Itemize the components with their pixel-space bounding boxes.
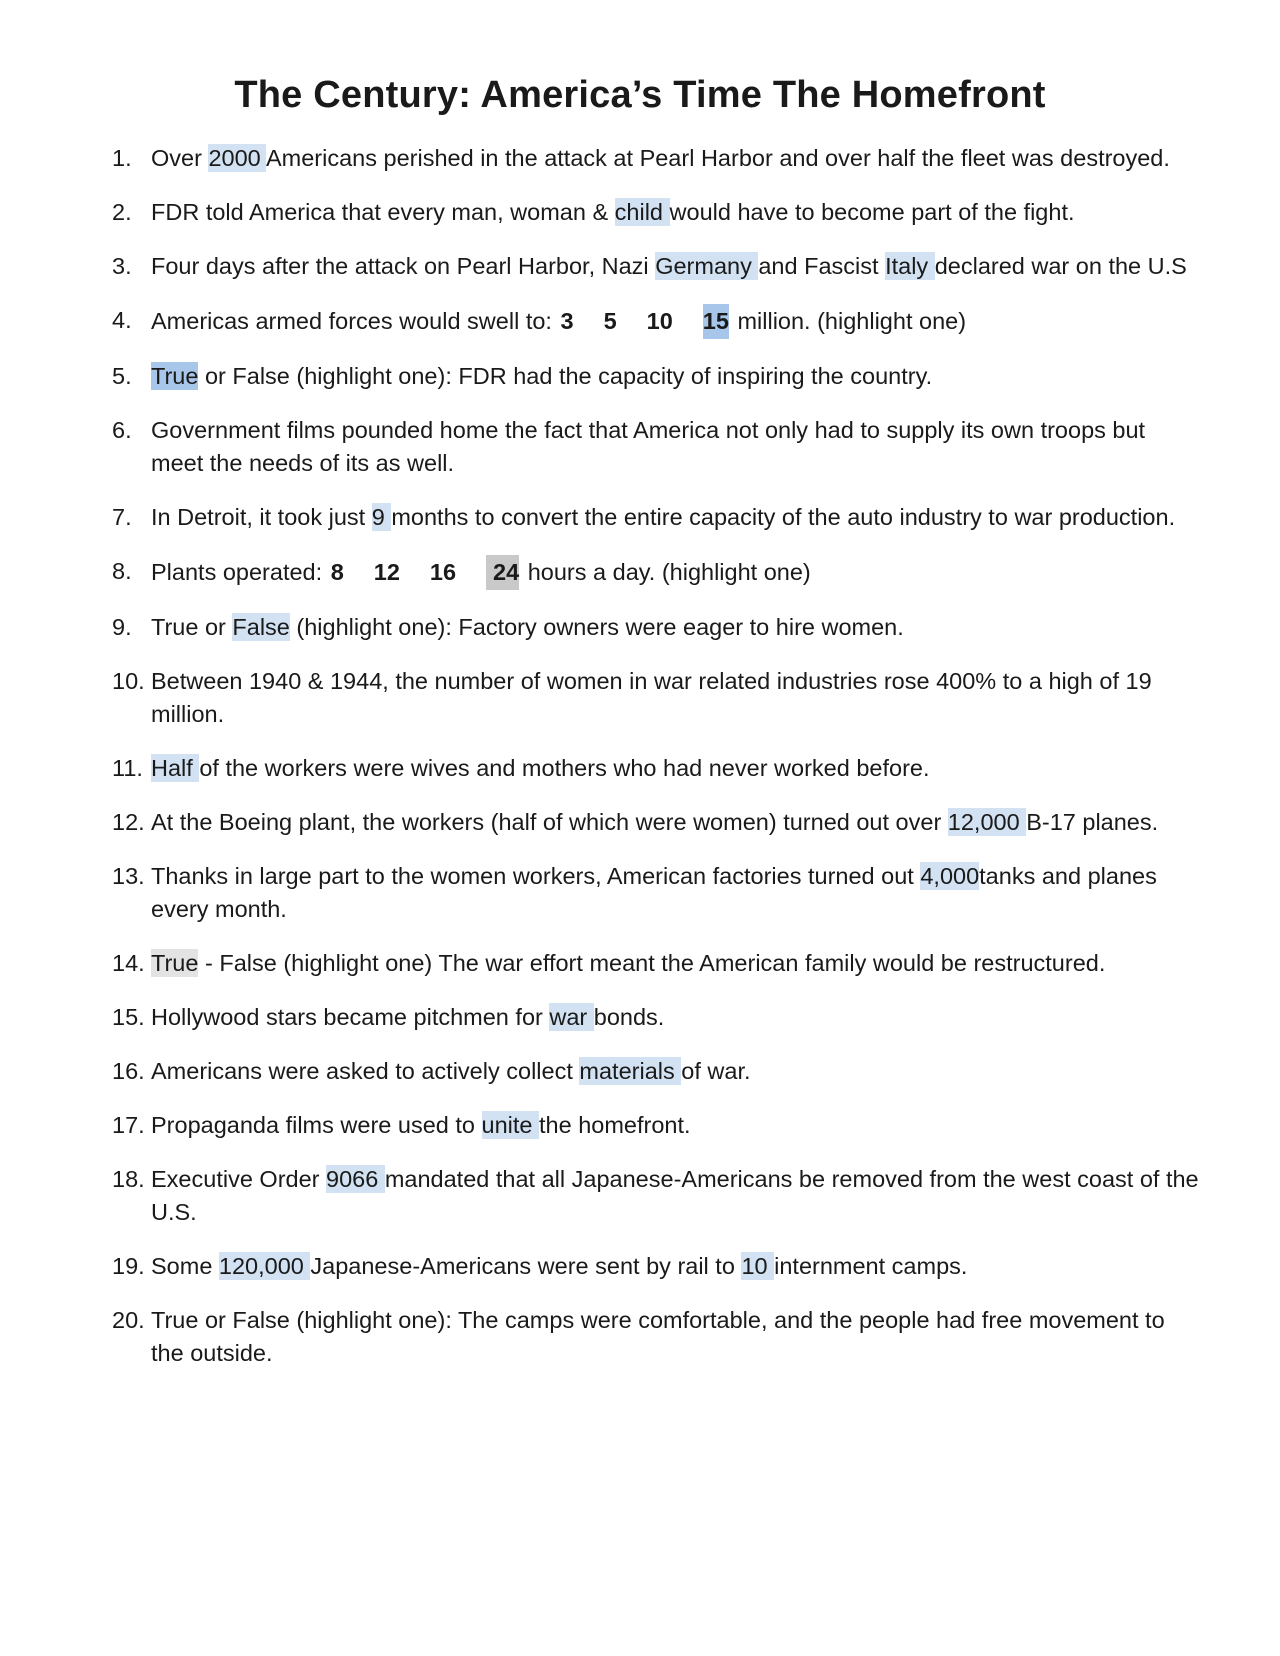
option-5: 5	[603, 308, 617, 334]
question-3	[112, 250, 1202, 283]
answer-highlight: 120,000	[218, 1253, 311, 1279]
question-text: would have to become part of the fight.	[669, 199, 1075, 225]
question-1	[112, 142, 1202, 175]
answer-highlight: 10	[741, 1253, 775, 1279]
question-number: 14.	[112, 950, 145, 976]
question-text: Americas armed forces would swell to:	[151, 308, 559, 334]
question-number: 9.	[112, 614, 132, 640]
question-text: B-17 planes.	[1026, 809, 1159, 835]
answer-highlight: 12,000	[947, 809, 1027, 835]
question-text: FDR told America that every man, woman &	[151, 199, 615, 225]
answer-highlight: Italy	[885, 253, 935, 279]
question-text: Propaganda films were used to	[151, 1112, 482, 1138]
question-number: 18.	[112, 1166, 145, 1192]
question-text: internment camps.	[774, 1253, 968, 1279]
answer-highlight: materials	[579, 1058, 682, 1084]
question-number: 20.	[112, 1307, 145, 1333]
question-text: declared war on the U.S	[934, 253, 1187, 279]
question-text: - False (highlight one) The war effort meant the American family would be restructured.	[198, 950, 1106, 976]
question-text: Government films pounded home the fact that America not only had to supply its own troops but meet the needs of its as well.	[151, 417, 1146, 476]
question-text: (highlight one): Factory owners were eager to hire women.	[289, 614, 904, 640]
question-13	[112, 860, 1202, 926]
option-24-selected: 24	[486, 555, 519, 590]
question-text: Plants operated:	[151, 559, 329, 585]
question-text: True or False (highlight one): The camps were comfortable, and the people had free movement to the outside.	[151, 1307, 1165, 1366]
question-text: Over	[151, 145, 209, 171]
question-20	[112, 1304, 1202, 1370]
option-10: 10	[646, 308, 673, 334]
question-text: of the workers were wives and mothers who had never worked before.	[199, 755, 930, 781]
option-8: 8	[330, 559, 344, 585]
question-9	[112, 611, 1202, 644]
option-16: 16	[429, 559, 457, 585]
question-number: 19.	[112, 1253, 145, 1279]
answer-highlight: True	[151, 950, 199, 976]
question-text: In Detroit, it took just	[151, 504, 372, 530]
answer-highlight: 4,000	[920, 863, 980, 889]
question-text: Thanks in large part to the women workers, American factories turned out	[151, 863, 921, 889]
question-8	[112, 555, 1202, 590]
question-number: 13.	[112, 863, 145, 889]
question-text: bonds.	[593, 1004, 665, 1030]
question-number: 4.	[112, 307, 132, 333]
question-19	[112, 1250, 1202, 1283]
answer-highlight: war	[549, 1004, 594, 1030]
question-text: hours a day. (highlight one)	[521, 559, 811, 585]
answer-highlight: child	[614, 199, 670, 225]
question-text: months to convert the entire capacity of the auto industry to war production.	[391, 504, 1176, 530]
question-text: Some	[151, 1253, 219, 1279]
question-12	[112, 806, 1202, 839]
answer-highlight: Half	[151, 755, 200, 781]
question-text: Four days after the attack on Pearl Harbor, Nazi	[151, 253, 656, 279]
answer-highlight: 9	[371, 504, 392, 530]
question-text: or False (highlight one): FDR had the capacity of inspiring the country.	[198, 363, 933, 389]
question-number: 15.	[112, 1004, 145, 1030]
question-18	[112, 1163, 1202, 1229]
page-title: The Century: America’s Time The Homefront	[234, 74, 1046, 116]
question-text: Americans perished in the attack at Pearl Harbor and over half the fleet was destroyed.	[265, 145, 1170, 171]
question-number: 2.	[112, 199, 132, 225]
question-text: Between 1940 & 1944, the number of women in war related industries rose 400% to a high of 19 million.	[151, 668, 1152, 727]
question-17	[112, 1109, 1202, 1142]
option-15-selected: 15	[703, 304, 729, 339]
answer-highlight: 2000	[208, 145, 266, 171]
question-16	[112, 1055, 1202, 1088]
question-text: million. (highlight one)	[730, 308, 967, 334]
question-15	[112, 1001, 1202, 1034]
option-3: 3	[560, 308, 574, 334]
question-5	[112, 360, 1202, 393]
question-number: 7.	[112, 504, 132, 530]
question-10	[112, 665, 1202, 731]
answer-highlight: unite	[481, 1112, 539, 1138]
question-text: of war.	[681, 1058, 751, 1084]
question-number: 6.	[112, 417, 132, 443]
question-text: tanks and planes every month.	[151, 863, 1157, 922]
question-text: Japanese-Americans were sent by rail to	[310, 1253, 742, 1279]
question-7	[112, 501, 1202, 534]
question-text: Executive Order	[151, 1166, 327, 1192]
question-number: 11.	[112, 755, 143, 781]
question-number: 10.	[112, 668, 145, 694]
answer-highlight: Germany	[655, 253, 759, 279]
question-text: At the Boeing plant, the workers (half of which were women) turned out over	[151, 809, 948, 835]
question-2	[112, 196, 1202, 229]
question-number: 8.	[112, 558, 132, 584]
question-text: True or	[151, 614, 233, 640]
question-number: 17.	[112, 1112, 145, 1138]
option-12: 12	[373, 559, 400, 585]
question-text: the homefront.	[539, 1112, 691, 1138]
question-number: 1.	[112, 145, 132, 171]
question-list	[112, 142, 1202, 1391]
question-text: Hollywood stars became pitchmen for	[151, 1004, 550, 1030]
question-number: 5.	[112, 363, 132, 389]
answer-highlight: 9066	[326, 1166, 385, 1192]
answer-highlight: True	[151, 363, 199, 389]
question-number: 3.	[112, 253, 132, 279]
question-text: Americans were asked to actively collect	[151, 1058, 580, 1084]
question-text: and Fascist	[758, 253, 886, 279]
question-6	[112, 414, 1202, 480]
question-11	[112, 752, 1202, 785]
answer-highlight: False	[232, 614, 290, 640]
question-number: 12.	[112, 809, 145, 835]
question-4	[112, 304, 1202, 339]
question-text: mandated that all Japanese-Americans be removed from the west coast of the U.S.	[151, 1166, 1199, 1225]
question-14	[112, 947, 1202, 980]
question-number: 16.	[112, 1058, 145, 1084]
